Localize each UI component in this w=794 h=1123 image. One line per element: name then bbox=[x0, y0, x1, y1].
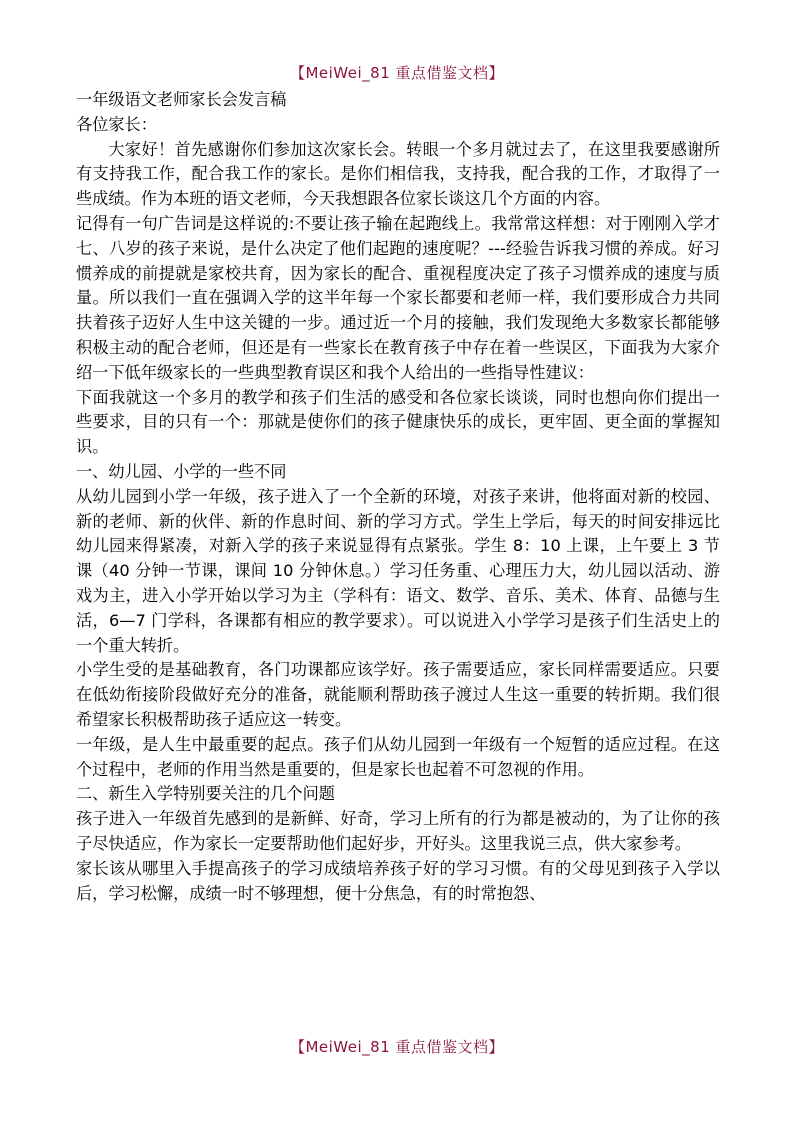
paragraph-new-environment: 从幼儿园到小学一年级，孩子进入了一个全新的环境，对孩子来讲，他将面对新的校园、新的老师、新的伙伴、新的作息时间、新的学习方式。学生上学后，每天的时间安排远比幼儿园来得紧凑，对新入学的孩子来说显得有点紧张。学生 8：10 上课，上午要上 3 节课（40 分钟一节课，课间 10 分钟休息。）学习任务重、心理压力大，幼儿园以活动、游戏为主，进入小学开始以学习为主（学科有：语文、数学、音乐、美术、体育、品德与生活，6—7 门学科，各课都有相应的教学要求）。可以说进入小学学习是孩子们生活史上的一个重大转折。 bbox=[76, 486, 720, 655]
paragraph-study-habits: 家长该从哪里入手提高孩子的学习成绩培养孩子好的学习习惯。有的父母见到孩子入学以后，学习松懈，成绩一时不够理想，便十分焦急，有的时常抱怨、 bbox=[76, 858, 720, 903]
section-heading-differences: 一、幼儿园、小学的一些不同 bbox=[76, 461, 287, 481]
salutation: 各位家长： bbox=[76, 114, 157, 134]
document-title: 一年级语文老师家长会发言稿 bbox=[76, 90, 287, 109]
paragraph-intro: 下面我就这一个多月的教学和孩子们生活的感受和各位家长谈谈，同时也想向你们提出一些要求，目的只有一个：那就是使你们的孩子健康快乐的成长，更牢固、更全面的掌握知识。 bbox=[76, 387, 720, 457]
document-body bbox=[76, 88, 720, 906]
paragraph-starting-point: 一年级，是人生中最重要的起点。孩子们从幼儿园到一年级有一个短暂的适应过程。在这个过程中，老师的作用当然是重要的，但是家长也起着不可忽视的作用。 bbox=[76, 734, 720, 779]
paragraph-basic-education: 小学生受的是基础教育，各门功课都应该学好。孩子需要适应，家长同样需要适应。只要在低幼衔接阶段做好充分的准备，就能顺利帮助孩子渡过人生这一重要的转折期。我们很希望家长积极帮助孩子适应这一转变。 bbox=[76, 660, 720, 729]
document-header-banner: 【MeiWei_81 重点借鉴文档】 bbox=[289, 64, 505, 82]
document-footer-banner: 【MeiWei_81 重点借鉴文档】 bbox=[289, 1038, 505, 1056]
paragraph-opening: 大家好！首先感谢你们参加这次家长会。转眼一个多月就过去了，在这里我要感谢所有支持我工作，配合我工作的家长。是你们相信我，支持我，配合我的工作，才取得了一些成绩。作为本班的语文老师，今天我想跟各位家长谈这几个方面的内容。 bbox=[76, 139, 720, 209]
paragraph-curiosity: 孩子进入一年级首先感到的是新鲜、好奇，学习上所有的行为都是被动的，为了让你的孩子尽快适应，作为家长一定要帮助他们起好步，开好头。这里我说三点，供大家参考。 bbox=[76, 809, 720, 853]
paragraph-habits: 记得有一句广告词是这样说的:不要让孩子输在起跑线上。我常常这样想：对于刚刚入学才七、八岁的孩子来说，是什么决定了他们起跑的速度呢？---经验告诉我习惯的养成。好习惯养成的前提就是家校共育，因为家长的配合、重视程度决定了孩子习惯养成的速度与质量。所以我们一直在强调入学的这半年每一个家长都要和老师一样，我们要形成合力共同扶着孩子迈好人生中这关键的一步。通过近一个月的接触，我们发现绝大多数家长都能够积极主动的配合老师，但还是有一些家长在教育孩子中存在着一些误区，下面我为大家介绍一下低年级家长的一些典型教育误区和我个人给出的一些指导性建议： bbox=[76, 213, 720, 382]
section-heading-issues: 二、新生入学特别要关注的几个问题 bbox=[76, 784, 335, 804]
